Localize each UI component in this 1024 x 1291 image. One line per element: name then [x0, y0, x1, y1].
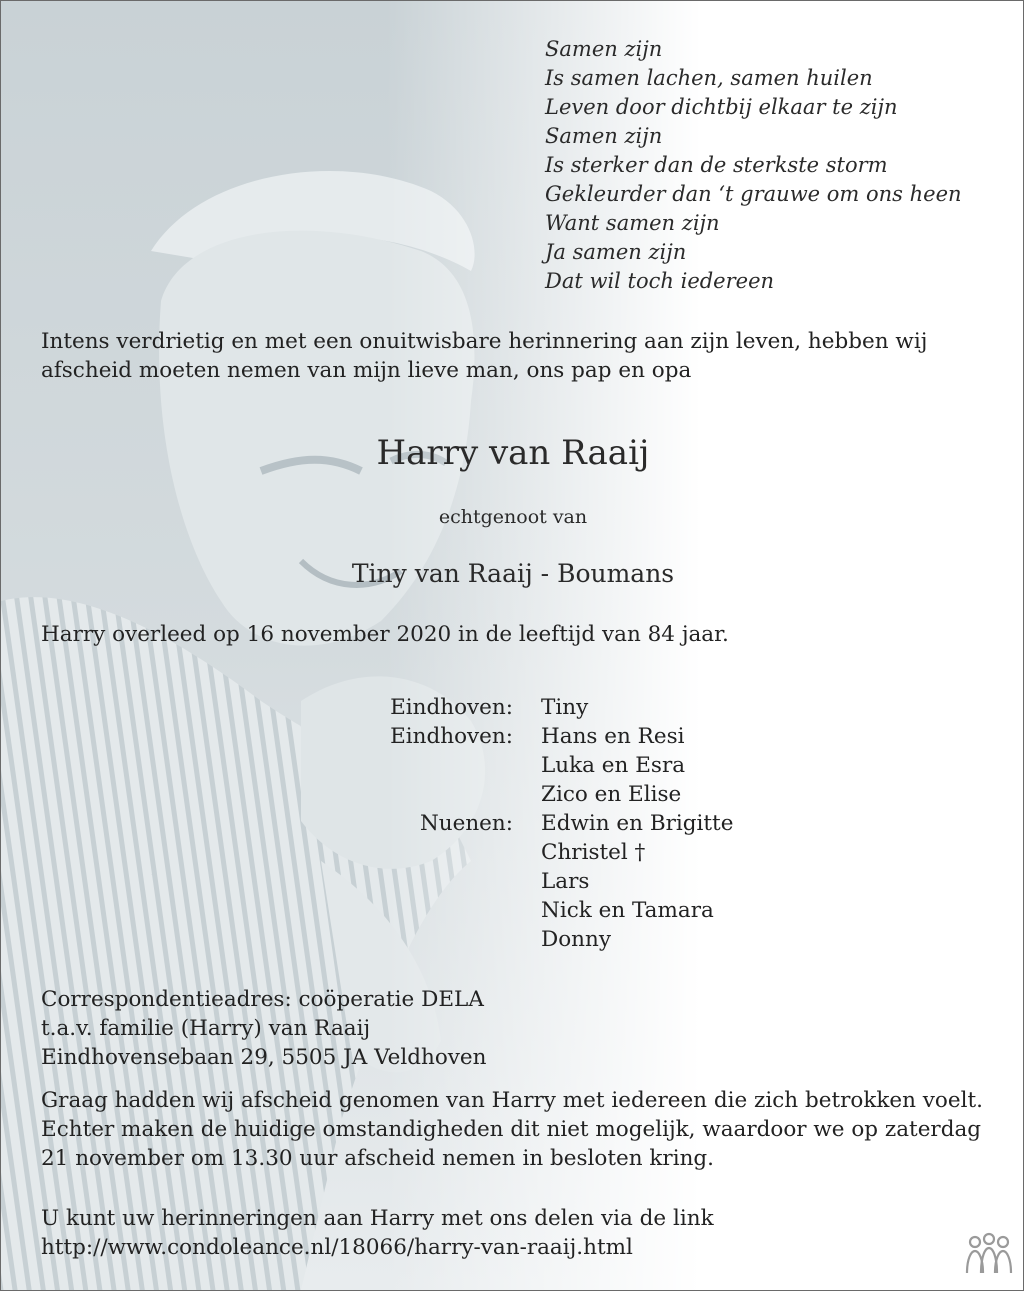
poem-line: Dat wil toch iedereen — [545, 269, 775, 293]
family-place: Eindhoven: — [390, 724, 513, 749]
poem — [545, 35, 962, 296]
address-line: Eindhovensebaan 29, 5505 JA Veldhoven — [41, 1045, 487, 1070]
family-names: Zico en Elise — [541, 782, 682, 807]
people-logo-icon — [961, 1231, 1017, 1277]
deceased-name: Harry van Raaij — [376, 433, 650, 473]
family-place — [331, 896, 541, 925]
family-names: Christel † — [541, 840, 646, 865]
family-place — [331, 838, 541, 867]
memories-section — [41, 1204, 714, 1262]
family-place — [331, 867, 541, 896]
spouse-label: echtgenoot van — [438, 506, 588, 528]
poem-line: Is sterker dan de sterkste storm — [545, 153, 888, 177]
family-place — [331, 925, 541, 954]
poem-line: Samen zijn — [545, 37, 663, 61]
memories-text: U kunt uw herinneringen aan Harry met ons delen via de link — [41, 1206, 714, 1231]
family-row — [331, 751, 733, 780]
family-list — [331, 693, 733, 954]
family-place — [331, 751, 541, 780]
family-place — [331, 780, 541, 809]
address-line: t.a.v. familie (Harry) van Raaij — [41, 1016, 371, 1041]
address-line: Correspondentieadres: coöperatie DELA — [41, 987, 484, 1012]
intro-text: Intens verdrietig en met een onuitwisbare herinnering aan zijn leven, hebben wij afscheid moeten nemen van mijn lieve man, ons pap en opa — [41, 329, 928, 383]
family-names: Lars — [541, 869, 590, 894]
family-row — [331, 838, 733, 867]
family-row — [331, 925, 733, 954]
poem-line: Gekleurder dan ‘t grauwe om ons heen — [545, 182, 962, 206]
poem-line: Samen zijn — [545, 124, 663, 148]
passing-notice: Harry overleed op 16 november 2020 in de leeftijd van 84 jaar. — [41, 622, 729, 647]
spouse-name: Tiny van Raaij - Boumans — [351, 559, 675, 588]
family-names: Nick en Tamara — [541, 898, 714, 923]
family-row — [331, 780, 733, 809]
farewell-notice: Graag hadden wij afscheid genomen van Harry met iedereen die zich betrokken voelt. Echter maken de huidige omstandigheden dit niet mogelijk, waardoor we op zaterdag 21 november om 13.30 uur afscheid nemen in besloten kring. — [41, 1088, 983, 1171]
family-place: Nuenen: — [419, 811, 513, 836]
family-names: Tiny — [541, 695, 589, 720]
condolence-link[interactable]: http://www.condoleance.nl/18066/harry-van-raaij.html — [41, 1235, 633, 1260]
poem-line: Is samen lachen, samen huilen — [545, 66, 873, 90]
poem-line: Ja samen zijn — [545, 240, 687, 264]
family-names: Donny — [541, 927, 612, 952]
poem-line: Leven door dichtbij elkaar te zijn — [545, 95, 898, 119]
family-row — [331, 896, 733, 925]
family-row — [331, 693, 733, 722]
family-row — [331, 867, 733, 896]
family-row — [331, 809, 733, 838]
poem-line: Want samen zijn — [545, 211, 720, 235]
family-place: Eindhoven: — [390, 695, 513, 720]
family-names: Hans en Resi — [541, 724, 685, 749]
family-row — [331, 722, 733, 751]
family-names: Luka en Esra — [541, 753, 686, 778]
family-names: Edwin en Brigitte — [541, 811, 734, 836]
correspondence-address — [41, 985, 487, 1072]
